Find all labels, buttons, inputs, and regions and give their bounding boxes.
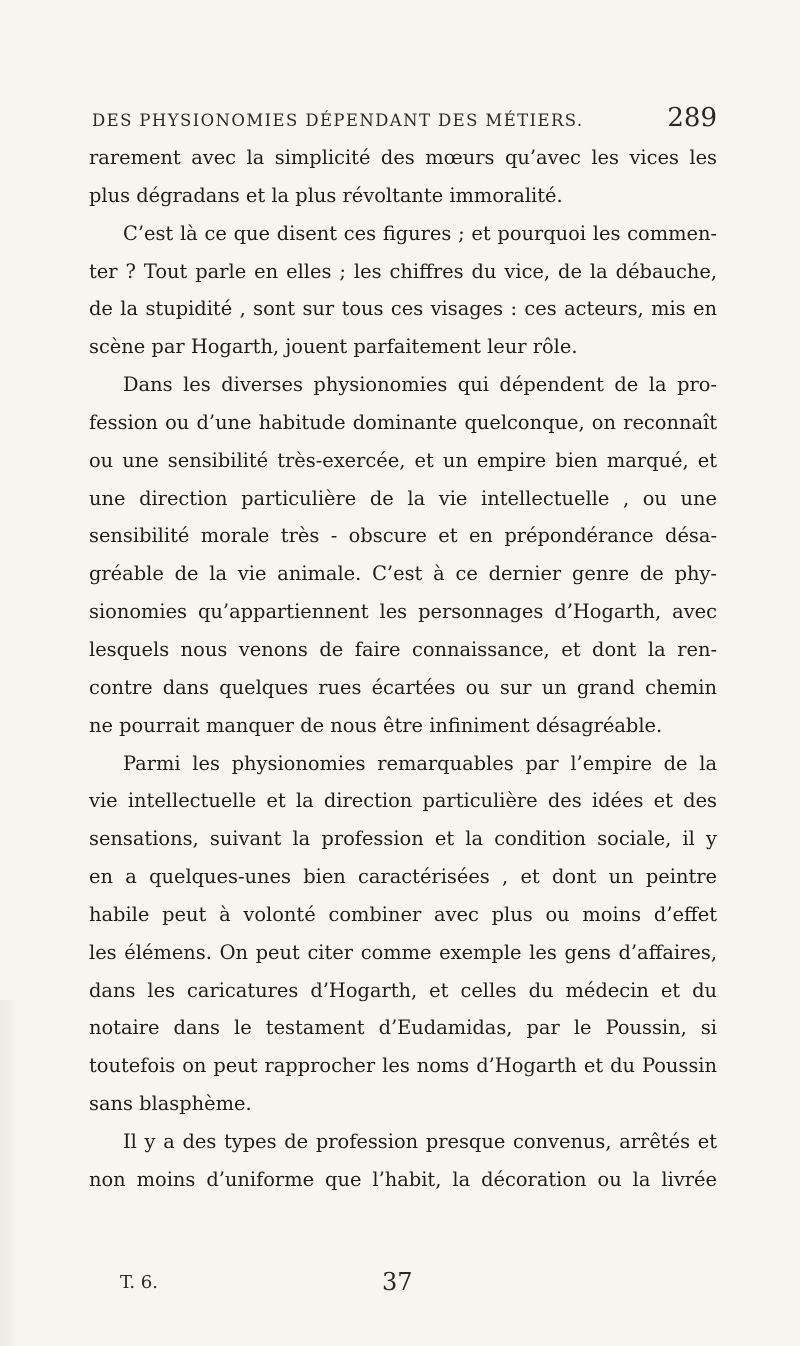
text-line: contre dans quelques rues écartées ou sur un grand chemin — [89, 675, 717, 699]
gathering-number: 37 — [382, 1268, 413, 1296]
text-line: sans blasphème. — [89, 1092, 252, 1116]
text-line: notaire dans le testament d’Eudamidas, par le Poussin, si — [89, 1016, 717, 1040]
text-line: rarement avec la simplicité des mœurs qu’avec les vices les — [89, 146, 717, 169]
text-line: de la stupidité , sont sur tous ces visages : ces acteurs, mis en — [89, 297, 717, 321]
signature-mark: T. 6. — [120, 1272, 158, 1293]
text-line: Il y a des types de profession presque convenus, arrêtés et — [123, 1129, 717, 1153]
text-line: vie intellectuelle et la direction particulière des idées et des — [89, 789, 717, 813]
text-line: scène par Hogarth, jouent parfaitement leur rôle. — [89, 335, 578, 359]
text-line: sensibilité morale très - obscure et en prépondérance désa- — [89, 524, 717, 548]
text-line: ou une sensibilité très-exercée, et un empire bien marqué, et — [89, 448, 717, 472]
text-line: dans les caricatures d’Hogarth, et celles du médecin et du — [89, 978, 717, 1002]
text-line: non moins d’uniforme que l’habit, la décoration ou la livrée — [89, 1167, 717, 1191]
running-head-title: DES PHYSIONOMIES DÉPENDANT DES MÉTIERS. — [92, 111, 584, 130]
body-text — [89, 139, 717, 1199]
text-line: sionomies qu’appartiennent les personnages d’Hogarth, avec — [89, 600, 717, 624]
text-line: plus dégradans et la plus révoltante immoralité. — [89, 183, 563, 207]
text-line: ter ? Tout parle en elles ; les chiffres du vice, de la débauche, — [89, 259, 717, 283]
page-footer — [0, 1268, 800, 1302]
text-line: une direction particulière de la vie intellectuelle , ou une — [89, 486, 717, 510]
text-line: ne pourrait manquer de nous être infiniment désagréable. — [89, 713, 663, 737]
text-line: gréable de la vie animale. C’est à ce dernier genre de phy- — [89, 562, 717, 586]
running-head — [92, 103, 717, 133]
text-line: Dans les diverses physionomies qui dépendent de la pro- — [123, 373, 717, 397]
text-line: C’est là ce que disent ces figures ; et pourquoi les commen- — [123, 221, 717, 245]
text-line: fession ou d’une habitude dominante quelconque, on reconnaît — [89, 410, 717, 434]
text-line: sensations, suivant la profession et la condition sociale, il y — [89, 827, 717, 851]
text-line: toutefois on peut rapprocher les noms d’Hogarth et du Poussin — [89, 1054, 717, 1078]
text-line: les élémens. On peut citer comme exemple les gens d’affaires, — [89, 940, 717, 964]
text-line: en a quelques-unes bien caractérisées , et dont un peintre — [89, 865, 717, 889]
page-number: 289 — [667, 103, 717, 133]
text-line: lesquels nous venons de faire connaissance, et dont la ren- — [89, 637, 717, 661]
text-line: habile peut à volonté combiner avec plus ou moins d’effet — [89, 902, 717, 926]
text-line: Parmi les physionomies remarquables par l’empire de la — [123, 751, 717, 775]
